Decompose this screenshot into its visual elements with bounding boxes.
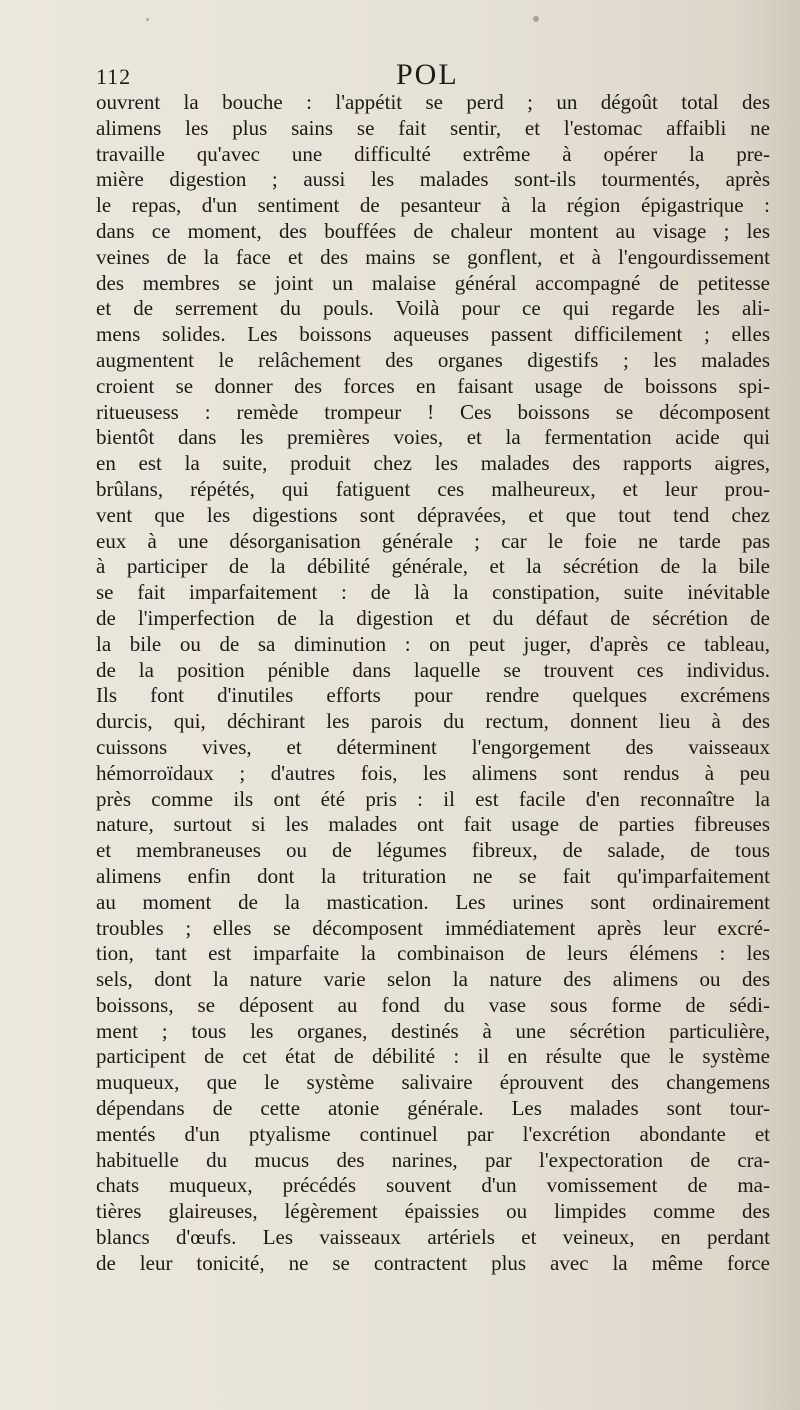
text-line: alimens enfin dont la trituration ne se fait qu'imparfaitement (96, 863, 770, 888)
text-line: boissons, se déposent au fond du vase sous forme de sédi- (96, 992, 770, 1017)
text-line: chats muqueux, précédés souvent d'un vomissement de ma- (96, 1173, 770, 1198)
text-line: sels, dont la nature varie selon la nature des alimens ou des (96, 967, 770, 992)
paper-speck (146, 18, 149, 21)
text-line: se fait imparfaitement : de là la constipation, suite inévitable (96, 580, 770, 605)
text-line: augmentent le relâchement des organes digestifs ; les malades (96, 347, 770, 372)
text-line: alimens les plus sains se fait sentir, et l'estomac affaibli ne (96, 115, 770, 140)
text-line: participent de cet état de débilité : il en résulte que le système (96, 1044, 770, 1069)
text-line: tières glaireuses, légèrement épaissies ou limpides comme des (96, 1199, 770, 1224)
text-line: le repas, d'un sentiment de pesanteur à la région épigastrique : (96, 193, 770, 218)
text-line: nature, surtout si les malades ont fait usage de parties fibreuses (96, 812, 770, 837)
running-head: POL (396, 58, 459, 91)
page-number: 112 (96, 64, 132, 89)
text-line: tion, tant est imparfaite la combinaison de leurs élémens : les (96, 941, 770, 966)
text-line: dans ce moment, des bouffées de chaleur montent au visage ; les (96, 218, 770, 243)
text-line: brûlans, répétés, qui fatiguent ces malheureux, et leur prou- (96, 476, 770, 501)
text-line: croient se donner des forces en faisant usage de boissons spi- (96, 373, 770, 398)
text-line: vent que les digestions sont dépravées, et que tout tend chez (96, 502, 770, 527)
paper-speck (533, 16, 539, 22)
text-line: de leur tonicité, ne se contractent plus avec la même force (96, 1250, 770, 1275)
text-line: près comme ils ont été pris : il est facile d'en reconnaître la (96, 786, 770, 811)
text-line: cuissons vives, et déterminent l'engorgement des vaisseaux (96, 734, 770, 759)
text-line: troubles ; elles se décomposent immédiatement après leur excré- (96, 915, 770, 940)
text-line: ritueusess : remède trompeur ! Ces boissons se décomposent (96, 399, 770, 424)
text-line: eux à une désorganisation générale ; car le foie ne tarde pas (96, 528, 770, 553)
text-line: muqueux, que le système salivaire éprouvent des changemens (96, 1070, 770, 1095)
text-line: et de serrement du pouls. Voilà pour ce qui regarde les ali- (96, 296, 770, 321)
text-line: bientôt dans les premières voies, et la fermentation acide qui (96, 425, 770, 450)
text-line: en est la suite, produit chez les malades des rapports aigres, (96, 451, 770, 476)
text-line: dépendans de cette atonie générale. Les malades sont tour- (96, 1096, 770, 1121)
text-line: ouvrent la bouche : l'appétit se perd ; un dégoût total des (96, 90, 770, 114)
text-line: mière digestion ; aussi les malades sont-ils tourmentés, après (96, 167, 770, 192)
text-line: ment ; tous les organes, destinés à une sécrétion particulière, (96, 1018, 770, 1043)
text-line: blancs d'œufs. Les vaisseaux artériels et veineux, en perdant (96, 1225, 770, 1250)
text-line: hémorroïdaux ; d'autres fois, les alimens sont rendus à peu (96, 760, 770, 785)
text-line: et membraneuses ou de légumes fibreux, de salade, de tous (96, 838, 770, 863)
text-line: Ils font d'inutiles efforts pour rendre quelques excrémens (96, 683, 770, 708)
text-line: mens solides. Les boissons aqueuses passent difficilement ; elles (96, 322, 770, 347)
page-header (96, 58, 770, 90)
text-line: des membres se joint un malaise général accompagné de petitesse (96, 270, 770, 295)
text-line: durcis, qui, déchirant les parois du rectum, donnent lieu à des (96, 709, 770, 734)
text-line: de l'imperfection de la digestion et du défaut de sécrétion de (96, 605, 770, 630)
text-line: travaille qu'avec une difficulté extrême à opérer la pre- (96, 141, 770, 166)
text-line: veines de la face et des mains se gonflent, et à l'engourdissement (96, 244, 770, 269)
text-line: au moment de la mastication. Les urines sont ordinairement (96, 889, 770, 914)
text-line: à participer de la débilité générale, et la sécrétion de la bile (96, 554, 770, 579)
text-line: de la position pénible dans laquelle se trouvent ces individus. (96, 657, 770, 682)
body-text (96, 90, 770, 1277)
text-line: mentés d'un ptyalisme continuel par l'excrétion abondante et (96, 1121, 770, 1146)
text-line: habituelle du mucus des narines, par l'expectoration de cra- (96, 1147, 770, 1172)
text-line: la bile ou de sa diminution : on peut juger, d'après ce tableau, (96, 631, 770, 656)
